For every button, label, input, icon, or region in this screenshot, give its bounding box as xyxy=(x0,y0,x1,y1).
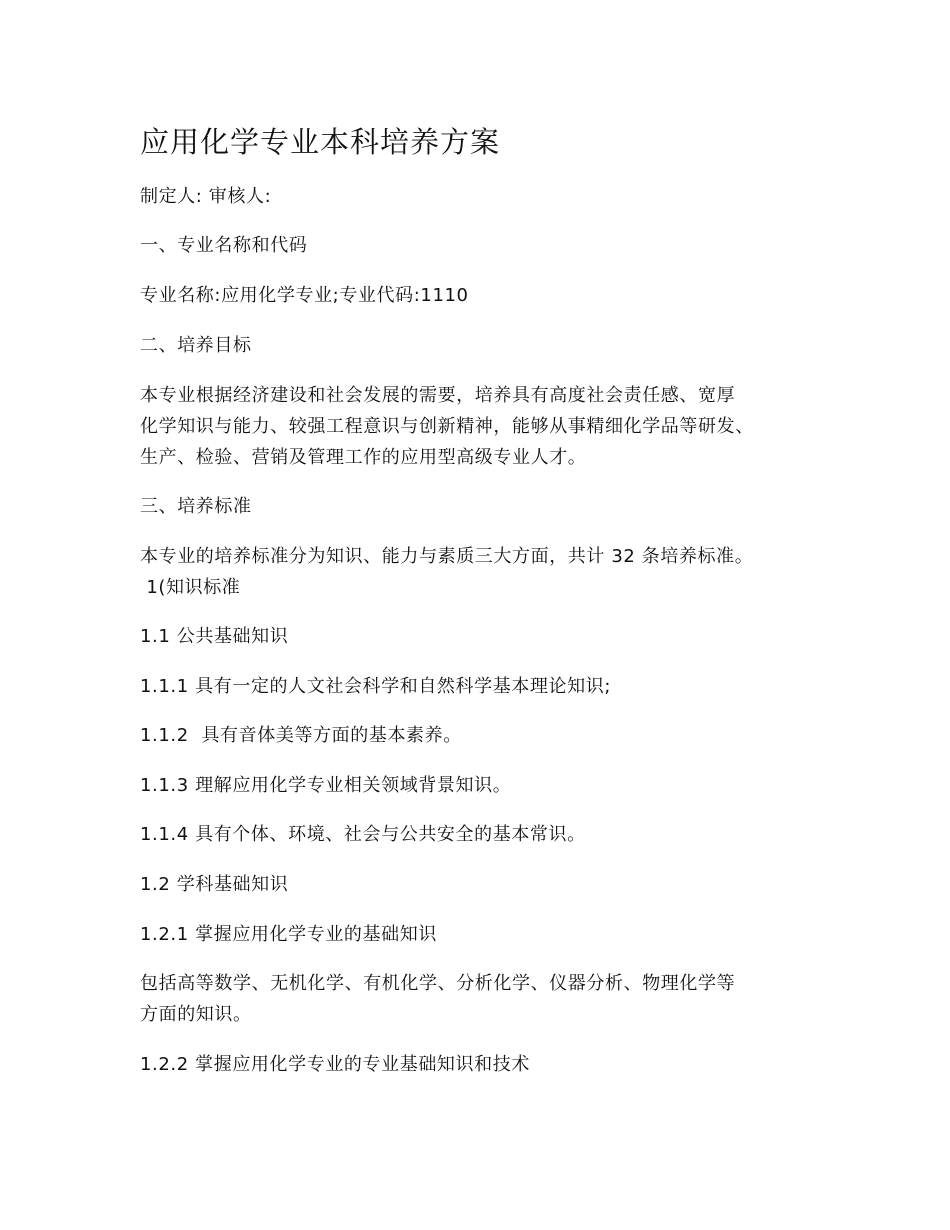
item-1-1: 1.1 公共基础知识 xyxy=(140,626,289,647)
authors-line: 制定人: 审核人: xyxy=(140,186,272,207)
standards-paragraph xyxy=(140,541,830,603)
section-heading-standards: 三、培养标准 xyxy=(140,496,252,517)
goals-line: 本专业根据经济建设和社会发展的需要，培养具有高度社会责任感、宽厚 xyxy=(140,385,736,406)
section-heading-name-code: 一、专业名称和代码 xyxy=(140,235,308,256)
item-1-2: 1.2 学科基础知识 xyxy=(140,874,289,895)
standards-line: 1(知识标准 xyxy=(140,577,241,598)
item-1-2-1-line: 包括高等数学、无机化学、有机化学、分析化学、仪器分析、物理化学等 xyxy=(140,973,736,994)
item-1-1-4: 1.1.4 具有个体、环境、社会与公共安全的基本常识。 xyxy=(140,824,586,845)
goals-line: 化学知识与能力、较强工程意识与创新精神，能够从事精细化学品等研发、 xyxy=(140,416,754,437)
goals-paragraph xyxy=(140,380,830,473)
item-1-2-1-line: 方面的知识。 xyxy=(140,1004,252,1025)
item-1-2-1-paragraph xyxy=(140,968,830,1030)
goals-line: 生产、检验、营销及管理工作的应用型高级专业人才。 xyxy=(140,447,587,468)
item-1-2-1: 1.2.1 掌握应用化学专业的基础知识 xyxy=(140,924,437,945)
standards-line: 本专业的培养标准分为知识、能力与素质三大方面，共计 32 条培养标准。 xyxy=(140,546,754,567)
document-title: 应用化学专业本科培养方案 xyxy=(140,125,501,159)
item-1-2-2: 1.2.2 掌握应用化学专业的专业基础知识和技术 xyxy=(140,1054,530,1075)
item-1-1-1: 1.1.1 具有一定的人文社会科学和自然科学基本理论知识; xyxy=(140,676,611,697)
major-name-code-text: 专业名称:应用化学专业;专业代码:1110 xyxy=(140,285,469,306)
item-1-1-2: 1.1.2 具有音体美等方面的基本素养。 xyxy=(140,725,462,746)
item-1-1-3: 1.1.3 理解应用化学专业相关领域背景知识。 xyxy=(140,775,512,796)
section-heading-goals: 二、培养目标 xyxy=(140,335,252,356)
